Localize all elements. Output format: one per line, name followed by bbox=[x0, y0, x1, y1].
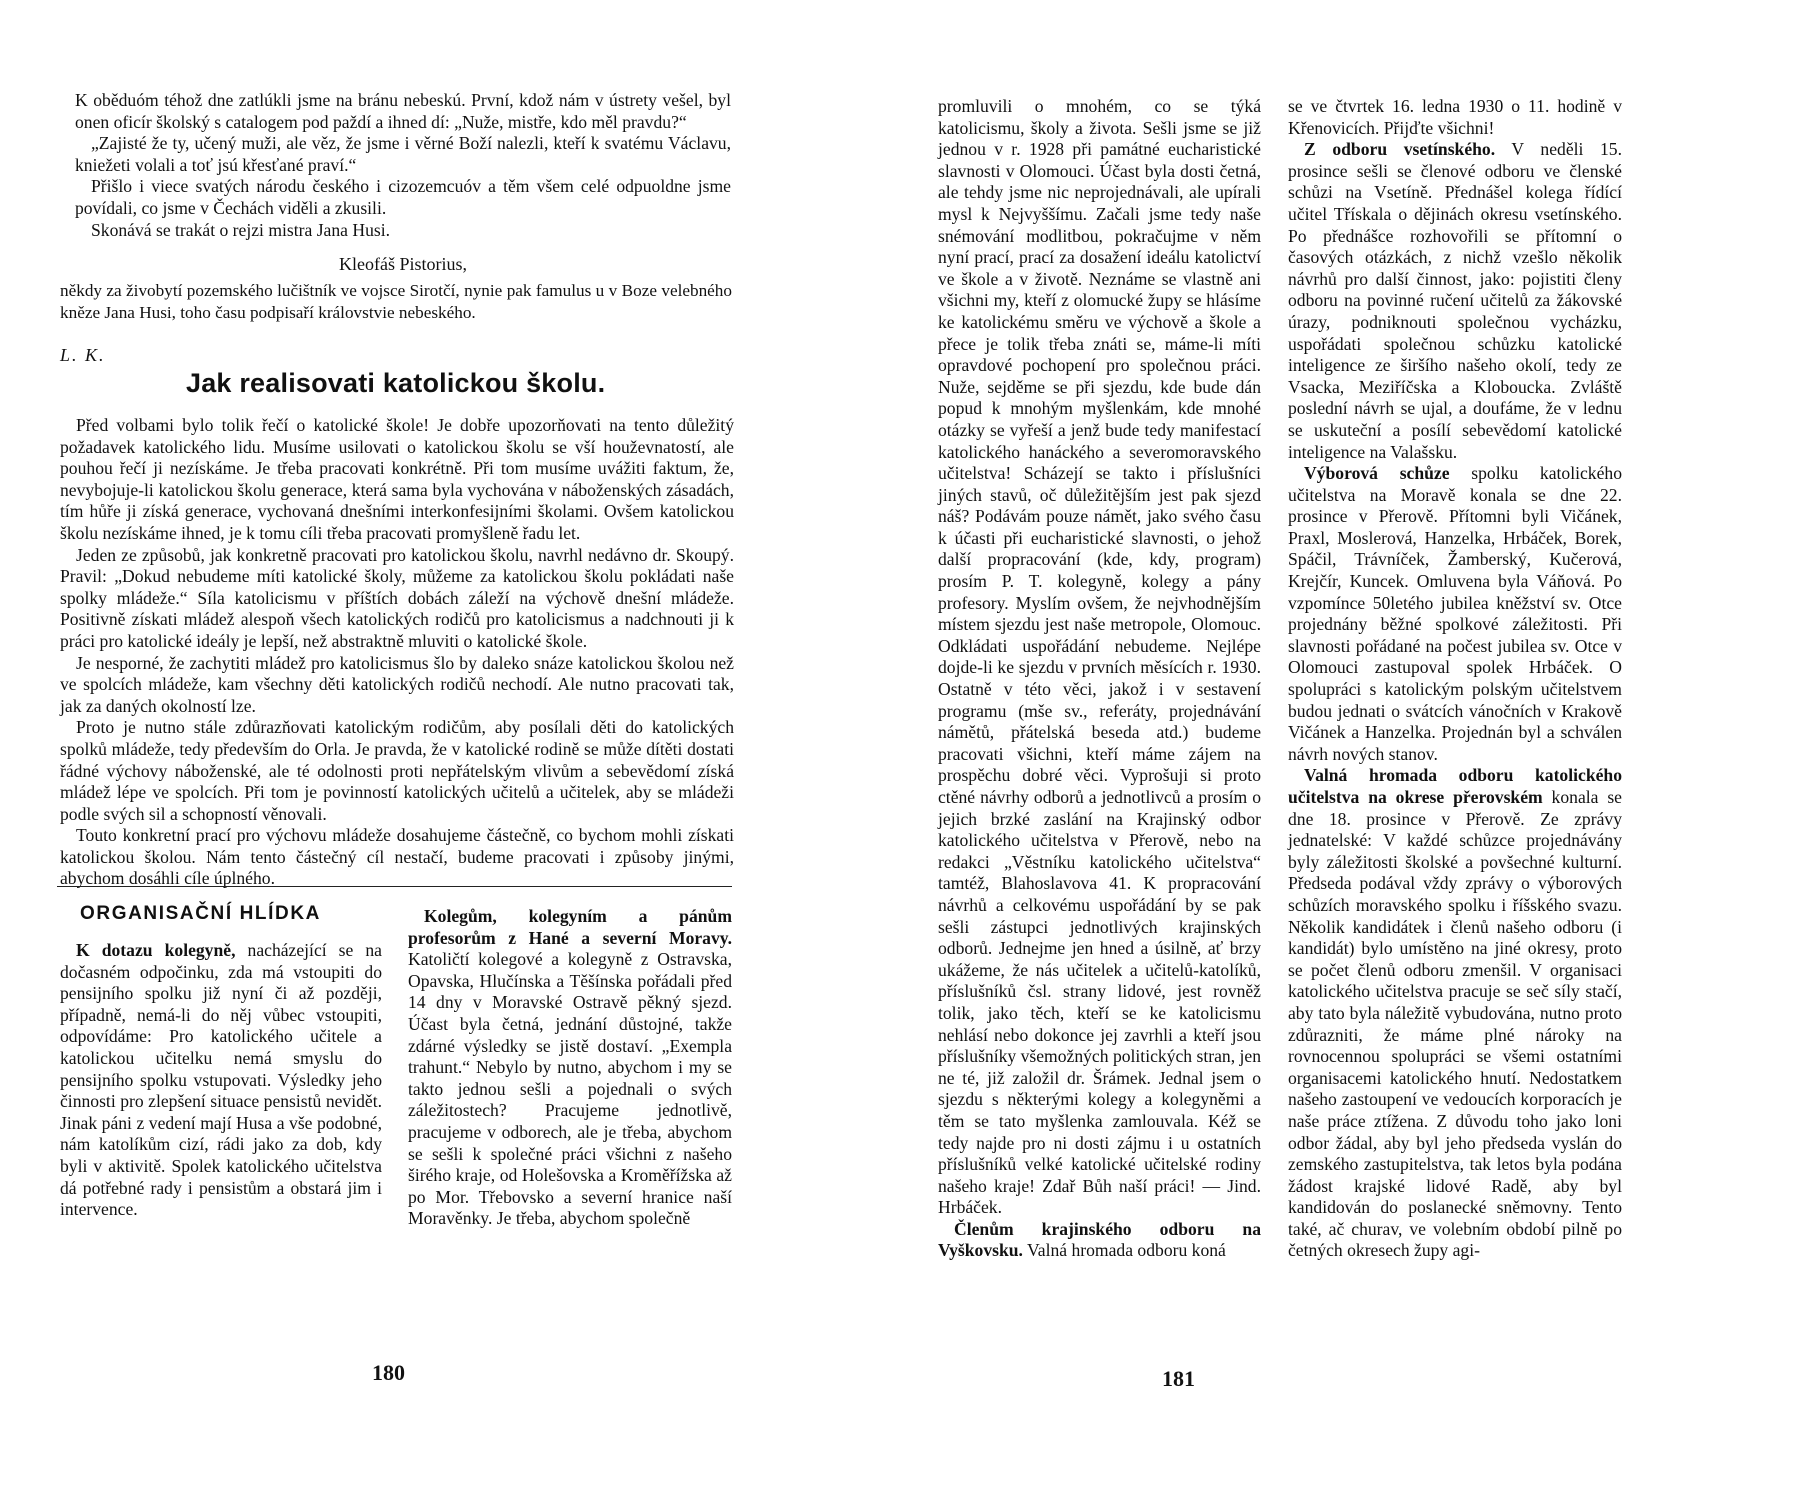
signature-name: Kleofáš Pistorius, bbox=[339, 254, 467, 274]
article-paragraph: Před volbami bylo tolik řečí o katolické škole! Je dobře upozorňovati na tento důležitý požadavek katolického lidu. Musíme usilovati o katolickou školu se vší houževnatostí, ale pouhou řečí ji nezískáme. Je třeba pracovati konkrétně. Při tom musíme uvážiti faktum, že, nevybojuje-li katolickou školu generace, která sama byla vychována v náboženských zásadách, tím hůře ji získá generace, vychovaná dnešními interkonfesijními školami. Ovšem katolickou školu nezískáme ihned, je k tomu cíli třeba pracovati promyšleně řadu let. bbox=[60, 415, 734, 543]
intro-paragraph: Skonává se trakát o rejzi mistra Jana Husi. bbox=[91, 219, 391, 240]
page-number: 180 bbox=[372, 1360, 405, 1385]
intro-text bbox=[75, 90, 731, 241]
paragraph-lead: Členům krajinského odboru na Vyškovsku. bbox=[938, 1218, 1261, 1261]
article-paragraph: Proto je nutno stále zdůrazňovati katolickým rodičům, aby posílali děti do katolických spolků mládeže, tedy především do Orla. Je pravda, že v katolické rodině se může dítěti dostati řádné výchovy náboženské, ale té odolnosti proti nepřátelským vlivům a sebevědomí získá mládež lépe ve spolcích. Při tom je povinností katolických učitelů a učitelek, aby se mládeži podle svých sil a schopností věnovali. bbox=[60, 717, 734, 824]
column-paragraph: Valná hromada odboru katolického učitelstva na okrese přerovském konala se dne 18. prosince v Přerově. Ze zprávy jednatelské: V každé schůzce projednávány byly záležitosti školské a povšechné kulturní. Předseda podával vždy zprávy o výborových schůzích moravského spolku i říšského svazu. Několik kandidátek i členů našeho odboru (i kandidát) bylo umístěno na jiné okresy, proto se počet členů odboru zmenšil. V organisaci katolického učitelstva pracuje se seč síly stačí, aby tato byla náležitě vybudována, nutno proto zdůrazniti, že máme plné nároky na rovnocennou spolupráci se všemi ostatními organisacemi katolického hnutí. Nedostatkem našeho zastoupení ve vedoucích korporacích je naše práce ztížena. Z důvodu toho jako loni odbor žádal, aby byl jeho předseda vyslán do zemského zastupitelstva, tak letos byla podána žádost krajské lidové Radě, aby byl kandidován do poslanecké sněmovny. Tento také, ač churav, ve volebním období pilně po četných okresech župy agi- bbox=[1288, 765, 1622, 1261]
signature-text: někdy za živobytí pozemského lučištník ve vojsce Sirotčí, nynie pak famulus u v Boze velebného kněze Jana Husi, toho času podpisaří královstvie nebeského. bbox=[60, 281, 732, 322]
intro-paragraph: Přišlo i viece svatých národu českého i cizozemcuóv a těm všem celé odpuoldne jsme povídali, co jsme v Čechách viděli a zkusili. bbox=[75, 176, 731, 218]
left-column-2 bbox=[408, 906, 732, 1230]
right-column-1 bbox=[938, 96, 1261, 1262]
paragraph-text: nacházející se na dočasném odpočinku, zda má vstoupiti do pensijního spolku již nyní či až později, případně, nemá-li do něj vůbec vstoupiti, odpovídáme: Pro katolického učitele a katolickou učitelku nemá smyslu do pensijního spolku vstupovati. Výsledky jeho činnosti pro zlepšení situace pensistů nevidět. Jinak páni z vedení mají Husa a vše podobné, nám katolíkům cizí, rádi jako za dob, kdy byli v aktivitě. Spolek katolického učitelstva dá potřebné rady i pensistům a obstará jim i intervence. bbox=[60, 940, 382, 1220]
section-heading: ORGANISAČNÍ HLÍDKA bbox=[80, 903, 321, 924]
paragraph-lead: Valná hromada odboru katolického učitelstva na okrese přerovském bbox=[1288, 765, 1622, 807]
intro-paragraph: K oběduóm téhož dne zatlúkli jsme na bránu nebeskú. První, kdož nám v ústrety vešel, byl onen oficír školský s catalogem pod paždí a ihned dí: „Nuže, mistře, kdo měl pravdu?“ bbox=[75, 90, 731, 132]
column-paragraph: promluvili o mnohém, co se týká katolicismu, školy a života. Sešli jsme se již jednou v r. 1928 při památné eucharistické slavnosti v Olomouci. Účast byla dosti četná, ale tehdy jsme nic neprojednávali, ale upírali mysl k Nejvyššímu. Začali jsme tedy naše snémování modlitbou, pokračujme v něm nyní prací, prací za dosažení ideálu katolictví ve škole a v životě. Neznáme se vlastně ani všichni my, kteří z olomucké župy se hlásíme ke katolickému směru ve výchově a škole a přece je tolik třeba znáti se, máme-li míti opravdové pochopení pro společnou práci. Nuže, sejděme se při sjezdu, kde bude dán popud k mnohým myšlenkám, kde mnohé otázky se vyřeší a jenž bude tedy manifestací katolického hanáckého a severomoravského učitelstva! Scházejí se takto i příslušníci jiných stavů, oč důležitějším jest pak sjezd náš? Podávám pouze námět, jako svého času k účasti při eucharistické slavnosti, o jehož další propracování (kde, kdy, program) prosím P. T. kolegyně, kolegy a pány profesory. Myslím ovšem, že nejvhodnějším místem sjezdu jest naše metropole, Olomouc. Odkládati uspořádání nebudeme. Nejlépe dojde-li ke sjezdu v prvních měsících r. 1930. Ostatně v této věci, jakož i v sestavení programu (mše sv., referáty, projednávání námětů, přátelská beseda atd.) budeme pracovati všichni, kteří máme zájem na prospěchu dobré věci. Vyprošuji si proto ctěné návrhy odborů a jednotlivců a prosím o jejich brzké zaslání na Krajinský odbor katolického učitelstva v Přerově, nebo na redakci „Věstníku katolického učitelstva“ tamtéž, Blahoslavova 41. K propracování návrhů a celkovému uspořádání by se pak sešli zástupci jednotlivých krajinských odborů. Jednejme jen hned a úsilně, ať brzy ukážeme, že nás učitelek a učitelů-katolíků, příslušníků čsl. strany lidové, jest rovněž tolik, jako těch, kteří se ke katolicismu nehlásí nebo dokonce jej zavrhli a kteří jsou příslušníky všemožných politických stran, jen ne té, již založil dr. Šrámek. Jednal jsem o sjezdu s některými kolegy a kolegyněmi a těm se tato myšlenka zamlouvala. Kéž se tedy najde pro ni dosti zájmu i u ostatních příslušníků velké katolické učitelské rodiny našeho kraje! Zdař Bůh naší práci! — Jind. Hrbáček. bbox=[938, 96, 1261, 1218]
column-paragraph: Výborová schůze spolku katolického učitelstva na Moravě konala se dne 22. prosince v Přerově. Přítomni byli Vičánek, Praxl, Moslerová, Hanzelka, Hrbáček, Borek, Spáčil, Trávníček, Žamberský, Kučerová, Krejčír, Kuncek. Omluvena byla Váňová. Po vzpomínce 50letého jubilea kněžství sv. Otce projednány běžné spolkové záležitosti. Při slavnosti pořádané na počest jubilea sv. Otce v Olomouci zastupoval spolek Hrbáček. O spolupráci s katolickým polským učitelstvem budou jednati o svátcích vánočních v Krakově Vičánek a Hanzelka. Projednán byl a schválen návrh nových stanov. bbox=[1288, 463, 1622, 764]
page-number: 181 bbox=[1162, 1366, 1195, 1391]
column-paragraph bbox=[60, 940, 382, 1221]
article-body bbox=[60, 415, 734, 890]
article-paragraph: Jeden ze způsobů, jak konkretně pracovati pro katolickou školu, navrhl nedávno dr. Skoupý. Pravil: „Dokud nebudeme míti katolické školy, můžeme za katolickou školu pokládati naše spolky mládeže.“ Síla katolicismu v příštích dobách záleží na výchově dnešní mládeže. Positivně získati mládež alespoň všech katolických rodičů pro katolicismus a nadchnouti ji k práci pro katolické ideály je lepší, než abstraktně mluviti o katolické škole. bbox=[60, 544, 734, 651]
column-paragraph bbox=[408, 906, 732, 1230]
paragraph-lead: K dotazu kolegyně, bbox=[76, 940, 236, 960]
section-divider bbox=[57, 886, 732, 887]
column-paragraph: Z odboru vsetínského. V neděli 15. prosince sešli se členové odboru ve členské schůzi na Vsetíně. Přednášel kolega řídící učitel Třískala o dějinách okresu vsetínského. Po přednášce rozhovořili se přítomní o časových otázkách, z nichž vzešlo několik návrhů pro další činnost, jako: pojistiti členy odboru na povinné ručení učitelů za žákovské úrazy, podniknouti společnou vycházku, uspořádati společnou schůzku katolické inteligence ze širšího našeho okolí, tedy ze Vsacka, Meziříčska a Kloboucka. Zvláště poslední návrh se ujal, a doufáme, že v lednu se uskuteční a posílí sebevědomí katolické inteligence na Valašsku. bbox=[1288, 139, 1622, 462]
paragraph-lead: Kolegům, kolegyním a pánům profesorům z Hané a severní Moravy. bbox=[408, 906, 732, 948]
paragraph-lead: Výborová schůze bbox=[1304, 463, 1450, 484]
column-paragraph: Členům krajinského odboru na Vyškovsku. Valná hromada odboru koná bbox=[938, 1218, 1261, 1261]
article-title: Jak realisovati katolickou školu. bbox=[186, 368, 606, 398]
article-paragraph: Je nesporné, že zachytiti mládež pro katolicismus šlo by daleko snáze katolickou školou než ve spolcích mládeže, kam všechny děti katolických rodičů nechodí. Ale nutno pracovati tak, jak za daných okolností lze. bbox=[60, 652, 734, 716]
left-column-1 bbox=[60, 940, 382, 1221]
paragraph-text: Katoličtí kolegové a kolegyně z Ostravska, Opavska, Hlučínska a Těšínska pořádali před 14 dny v Moravské Ostravě pěkný sjezd. Účast byla četná, jednání důstojné, takže zdárné výsledky se jistě dostaví. „Exempla trahunt.“ Nebylo by nutno, abychom i my se takto jednou sešli a pojednali o svých záležitostech? Pracujeme jednotlivě, pracujeme v odborech, ale je třeba, abychom se sešli k společné práci všichni z našeho širého kraje, od Holešovska a Kroměřížska až po Mor. Třebovsko a severní hranice naší Moravěnky. Je třeba, abychom společně bbox=[408, 949, 732, 1229]
right-page bbox=[900, 0, 1794, 1500]
article-paragraph: Touto konkretní prací pro výchovu mládeže dosahujeme částečně, co bychom mohli získati katolickou školou. Nám tento částečný cíl nestačí, budeme pracovati i způsoby jinými, abychom dosáhli cíle úplného. bbox=[60, 825, 734, 889]
article-author: L. K. bbox=[60, 345, 106, 365]
column-paragraph: se ve čtvrtek 16. ledna 1930 o 11. hodině v Křenovicích. Přijďte všichni! bbox=[1288, 96, 1622, 138]
intro-paragraph: „Zajisté že ty, učený muži, ale věz, že jsme i věrné Boží nalezli, kteří k svatému Václavu, kniežeti volali a toť jsú křesťané praví.“ bbox=[75, 133, 731, 175]
paragraph-lead: Z odboru vsetínského. bbox=[1304, 139, 1496, 160]
right-column-2 bbox=[1288, 96, 1622, 1262]
